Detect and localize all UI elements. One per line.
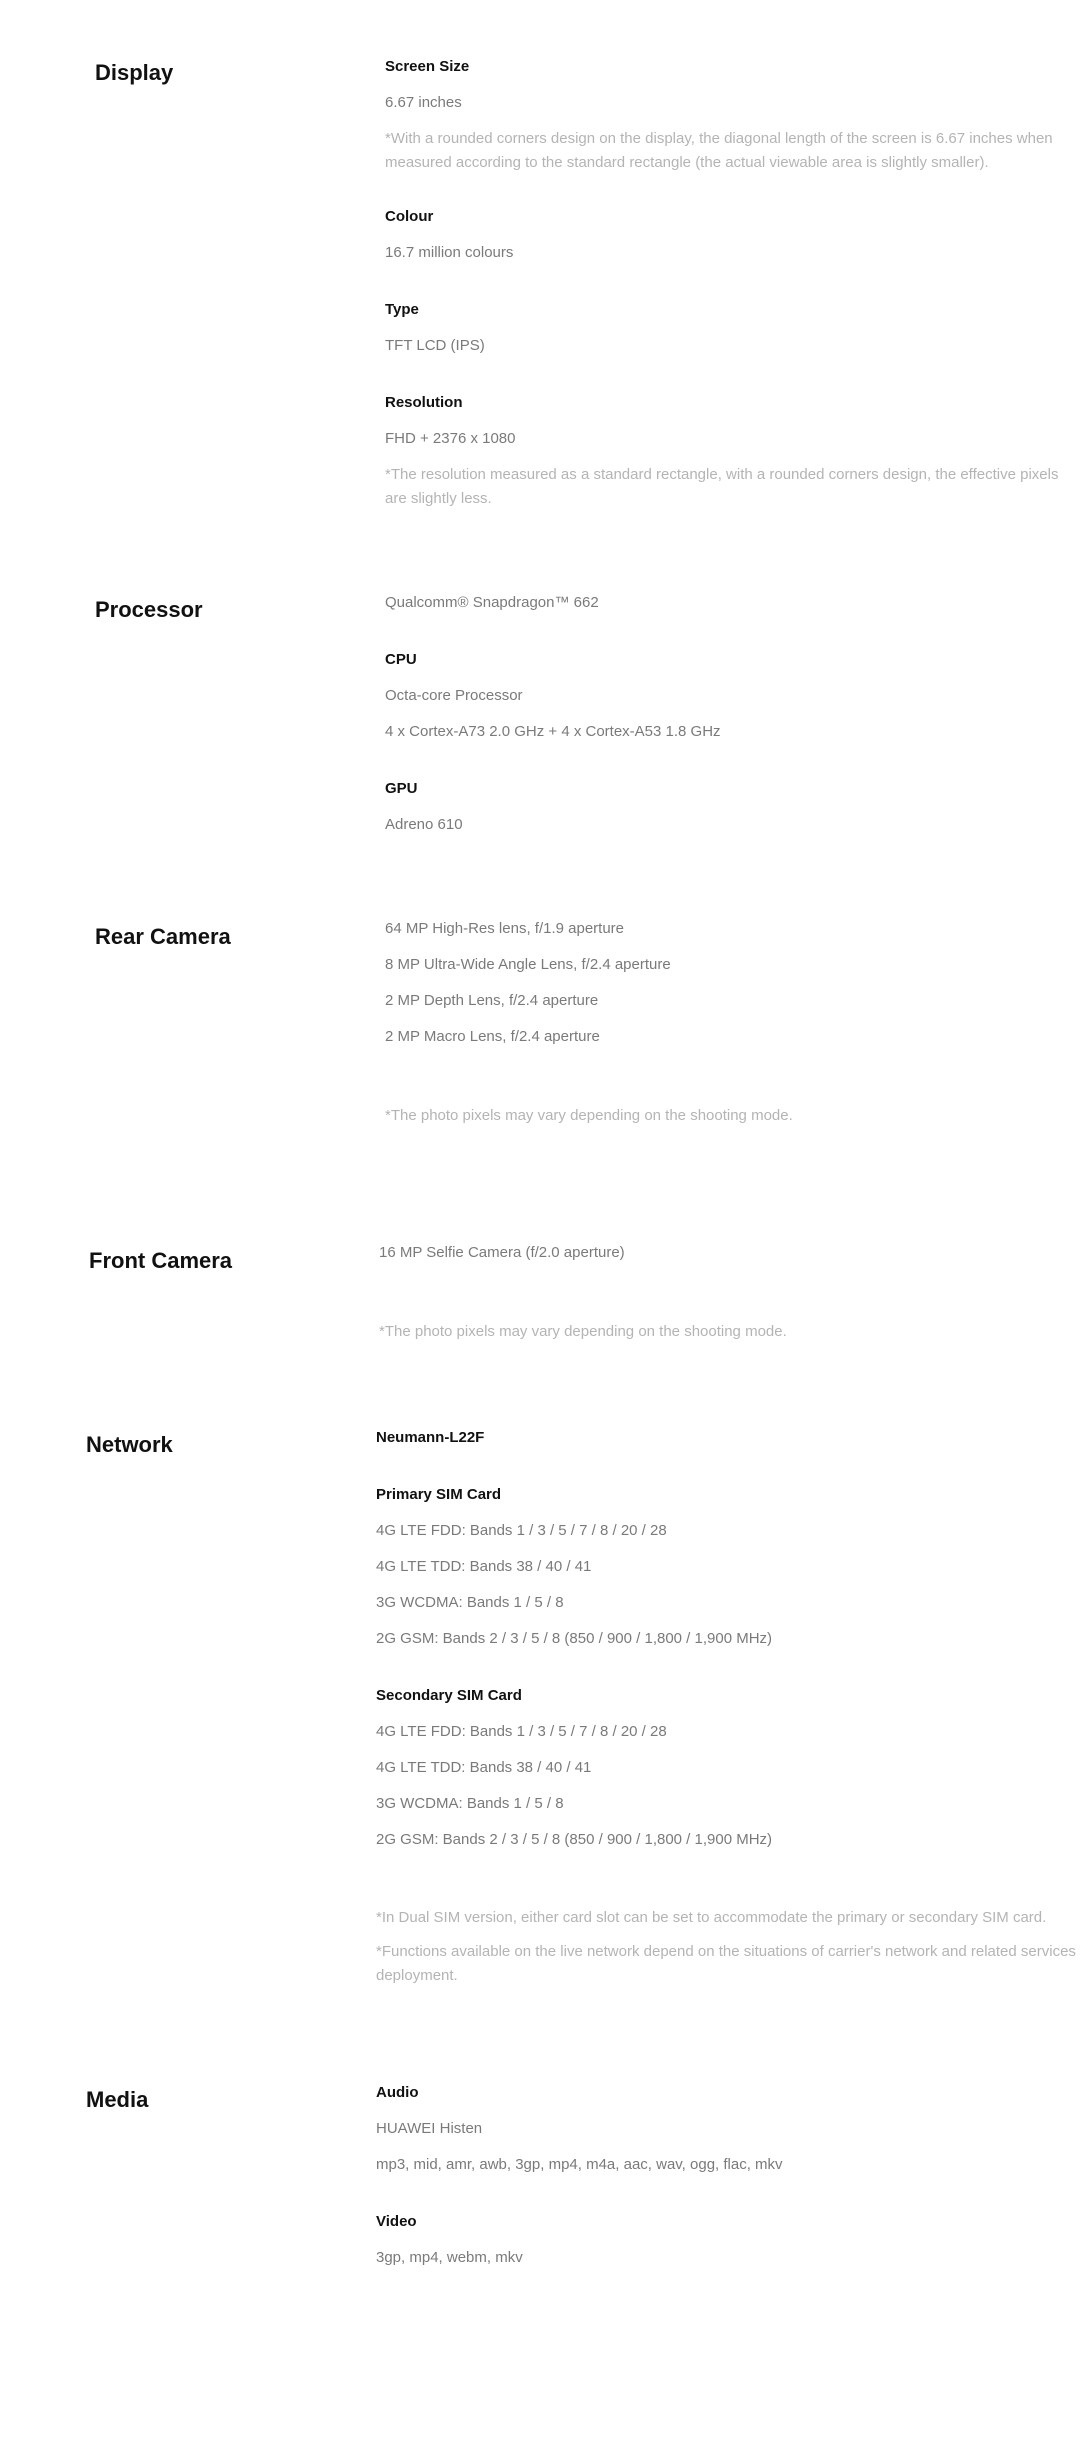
audio-value-histen: HUAWEI Histen bbox=[376, 2120, 483, 2137]
screen-size-note: *With a rounded corners design on the display, the diagonal length of the screen is 6.67 inches when measured according to the standard rectangle (the actual viewable area is slightly smaller). bbox=[385, 130, 1053, 171]
type-value: TFT LCD (IPS) bbox=[385, 337, 485, 354]
audio-value-formats: mp3, mid, amr, awb, 3gp, mp4, m4a, aac, wav, ogg, flac, mkv bbox=[376, 2156, 783, 2173]
rear-lens-item: 2 MP Macro Lens, f/2.4 aperture bbox=[385, 1028, 600, 1045]
front-lens-value: 16 MP Selfie Camera (f/2.0 aperture) bbox=[379, 1244, 625, 1261]
rear-lens-item: 2 MP Depth Lens, f/2.4 aperture bbox=[385, 992, 599, 1009]
processor-title: Processor bbox=[95, 597, 203, 622]
cpu-value-frequency: 4 x Cortex-A73 2.0 GHz + 4 x Cortex-A53 1.8 GHz bbox=[385, 723, 721, 740]
type-label: Type bbox=[385, 301, 419, 318]
display-title: Display bbox=[95, 60, 174, 85]
network-title: Network bbox=[86, 1432, 173, 1457]
gpu-label: GPU bbox=[385, 780, 418, 797]
video-value: 3gp, mp4, webm, mkv bbox=[376, 2249, 523, 2266]
screen-size-value: 6.67 inches bbox=[385, 94, 462, 111]
rear-camera-note: *The photo pixels may vary depending on the shooting mode. bbox=[385, 1107, 793, 1124]
cpu-value-cores: Octa-core Processor bbox=[385, 687, 523, 704]
colour-value: 16.7 million colours bbox=[385, 244, 514, 261]
dual-sim-note: *In Dual SIM version, either card slot can be set to accommodate the primary or secondary SIM card. bbox=[376, 1909, 1047, 1926]
secondary-band-item: 3G WCDMA: Bands 1 / 5 / 8 bbox=[376, 1795, 564, 1812]
network-model: Neumann-L22F bbox=[376, 1429, 485, 1446]
rear-camera-title: Rear Camera bbox=[95, 924, 231, 949]
primary-band-item: 3G WCDMA: Bands 1 / 5 / 8 bbox=[376, 1594, 564, 1611]
secondary-band-item: 4G LTE TDD: Bands 38 / 40 / 41 bbox=[376, 1759, 592, 1776]
resolution-value: FHD + 2376 x 1080 bbox=[385, 430, 516, 447]
primary-sim-label: Primary SIM Card bbox=[376, 1486, 502, 1503]
front-camera-note: *The photo pixels may vary depending on the shooting mode. bbox=[379, 1323, 787, 1340]
rear-lens-item: 8 MP Ultra-Wide Angle Lens, f/2.4 aperture bbox=[385, 956, 671, 973]
gpu-value: Adreno 610 bbox=[385, 816, 463, 833]
media-title: Media bbox=[86, 2087, 149, 2112]
resolution-label: Resolution bbox=[385, 394, 463, 411]
secondary-sim-label: Secondary SIM Card bbox=[376, 1687, 522, 1704]
primary-band-item: 2G GSM: Bands 2 / 3 / 5 / 8 (850 / 900 / 1,800 / 1,900 MHz) bbox=[376, 1630, 773, 1647]
resolution-note: *The resolution measured as a standard rectangle, with a rounded corners design, the effective pixels are slightly less. bbox=[385, 466, 1059, 507]
chip-value: Qualcomm® Snapdragon™ 662 bbox=[385, 594, 599, 611]
rear-lens-item: 64 MP High-Res lens, f/1.9 aperture bbox=[385, 920, 625, 937]
front-camera-title: Front Camera bbox=[89, 1248, 233, 1273]
colour-label: Colour bbox=[385, 208, 434, 225]
primary-band-item: 4G LTE FDD: Bands 1 / 3 / 5 / 7 / 8 / 20 / 28 bbox=[376, 1522, 667, 1539]
audio-label: Audio bbox=[376, 2084, 419, 2101]
secondary-band-item: 4G LTE FDD: Bands 1 / 3 / 5 / 7 / 8 / 20 / 28 bbox=[376, 1723, 667, 1740]
secondary-band-item: 2G GSM: Bands 2 / 3 / 5 / 8 (850 / 900 / 1,800 / 1,900 MHz) bbox=[376, 1831, 773, 1848]
network-services-note: *Functions available on the live network depend on the situations of carrier's network and related services deployment. bbox=[376, 1943, 1076, 1984]
primary-band-item: 4G LTE TDD: Bands 38 / 40 / 41 bbox=[376, 1558, 592, 1575]
cpu-label: CPU bbox=[385, 651, 417, 668]
screen-size-label: Screen Size bbox=[385, 58, 470, 75]
video-label: Video bbox=[376, 2213, 417, 2230]
